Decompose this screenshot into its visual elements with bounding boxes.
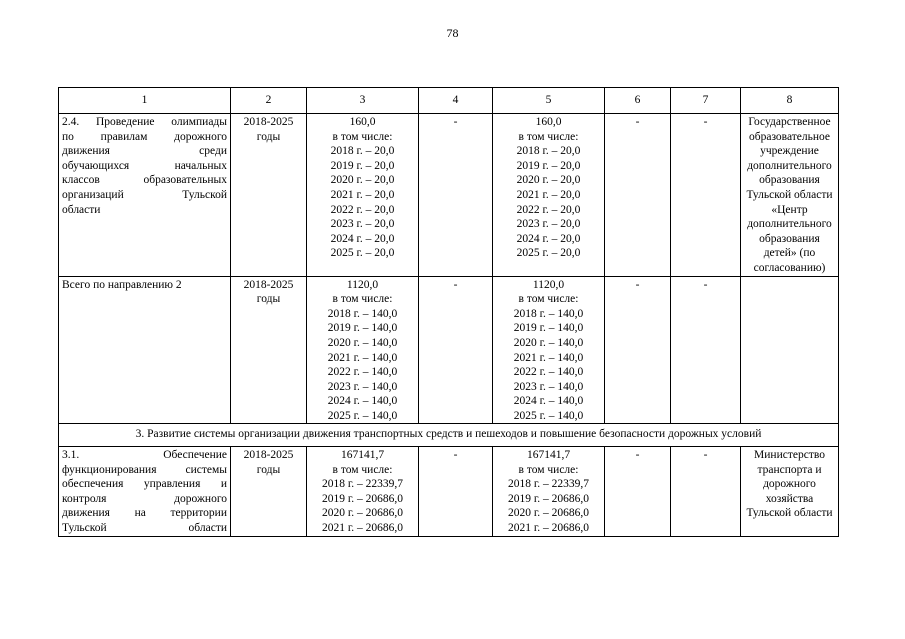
header-cell: 1 (59, 88, 231, 114)
amount-line: 2018 г. – 140,0 (513, 307, 584, 320)
measure-name (62, 115, 227, 217)
amount-line: 2019 г. – 20,0 (516, 159, 581, 172)
text-line: контроля дорожного (62, 492, 227, 505)
amount-line: 1120,0 (346, 278, 379, 291)
amount-line: 2018 г. – 22339,7 (321, 478, 404, 491)
amount-line: 2021 г. – 20,0 (330, 188, 395, 201)
dash-cell: - (419, 114, 493, 277)
dash-cell: - (419, 276, 493, 424)
amount-line: 2020 г. – 20,0 (330, 174, 395, 187)
amount-line: 2024 г. – 140,0 (327, 395, 398, 408)
amount-line: 2020 г. – 20686,0 (321, 507, 404, 520)
text-line: движения среди (62, 145, 227, 158)
org-line: детей» (по (763, 247, 816, 260)
amount-line: 2022 г. – 20,0 (330, 203, 395, 216)
amount-line: 2019 г. – 20,0 (330, 159, 395, 172)
text-line: функционирования системы (62, 463, 227, 476)
header-cell: 7 (671, 88, 741, 114)
amount-line: 2019 г. – 140,0 (327, 322, 398, 335)
amount-line: 2019 г. – 140,0 (513, 322, 584, 335)
measure-name (62, 448, 227, 536)
table-row (59, 447, 839, 537)
text-line: классов образовательных (62, 174, 227, 187)
amount-line: 167141,7 (526, 449, 571, 462)
org-line: Тульской области (746, 507, 833, 520)
regional-amount-cell (493, 276, 605, 424)
org-line: транспорта и (757, 463, 822, 476)
measure-name-cell: Всего по направлению 2 (59, 276, 231, 424)
amount-line: 2018 г. – 20,0 (516, 145, 581, 158)
org-line: Министерство (754, 449, 825, 462)
amount-line: 2018 г. – 22339,7 (507, 478, 590, 491)
amount-line: 2021 г. – 20686,0 (507, 522, 590, 535)
period-cell: 2018-2025 годы (231, 114, 307, 277)
org-line: Государственное (748, 116, 831, 128)
amount-line: 2021 г. – 20,0 (516, 188, 581, 201)
amount-line: 2024 г. – 20,0 (516, 232, 581, 245)
org-line: согласованию) (753, 261, 826, 274)
org-line: дополнительного (747, 218, 832, 231)
amount-line: 2020 г. – 140,0 (327, 336, 398, 349)
header-cell: 3 (307, 88, 419, 114)
amount-line: 2025 г. – 20,0 (516, 247, 581, 260)
text-line: обеспечения управления и (62, 478, 227, 491)
measure-name-cell (59, 447, 231, 537)
header-cell: 2 (231, 88, 307, 114)
header-cell: 6 (605, 88, 671, 114)
amount-line: 2020 г. – 20,0 (516, 174, 581, 187)
amount-line: 160,0 (535, 116, 562, 128)
regional-amount-cell (493, 447, 605, 537)
amount-line: 2025 г. – 20,0 (330, 247, 395, 260)
program-table (58, 87, 839, 537)
amount-line: 2020 г. – 20686,0 (507, 507, 590, 520)
amount-line: 2021 г. – 20686,0 (321, 522, 404, 535)
amount-line: 2020 г. – 140,0 (513, 336, 584, 349)
amount-line: в том числе: (518, 130, 579, 143)
dash-cell: - (605, 447, 671, 537)
dash-cell: - (605, 114, 671, 277)
org-line: образования (759, 232, 820, 245)
dash-cell: - (671, 276, 741, 424)
responsible-org-cell (741, 114, 839, 277)
total-amount-cell (307, 447, 419, 537)
amount-line: 2022 г. – 140,0 (513, 366, 584, 379)
amount-line: в том числе: (332, 293, 393, 306)
amount-line: 2018 г. – 20,0 (330, 145, 395, 158)
text-line: Тульской области (62, 522, 227, 535)
text-line: организаций Тульской (62, 188, 227, 201)
amount-line: в том числе: (332, 463, 393, 476)
amount-line: 2021 г. – 140,0 (513, 351, 584, 364)
text-line: движения на территории (62, 507, 227, 520)
table-row (59, 114, 839, 277)
amount-line: в том числе: (518, 463, 579, 476)
table-row (59, 276, 839, 424)
text-line: обучающихся начальных (62, 159, 227, 172)
org-line: дорожного (763, 478, 816, 491)
text-line: области (62, 203, 101, 216)
amount-line: в том числе: (518, 293, 579, 306)
section-row (59, 424, 839, 447)
total-amount-cell (307, 114, 419, 277)
dash-cell: - (671, 447, 741, 537)
org-line: образовательное (748, 130, 831, 143)
amount-line: 160,0 (349, 116, 376, 128)
responsible-org-cell (741, 447, 839, 537)
text-line: 2.4. Проведение олимпиады (62, 116, 227, 128)
org-line: хозяйства (765, 492, 814, 505)
section-title: 3. Развитие системы организации движения транспортных средств и пешеходов и повышение безопасности дорожных условий (59, 424, 839, 447)
amount-line: 2022 г. – 20,0 (516, 203, 581, 216)
amount-line: 2025 г. – 140,0 (513, 409, 584, 422)
dash-cell: - (419, 447, 493, 537)
org-line: дополнительного (747, 159, 832, 172)
period-cell: 2018-2025 годы (231, 447, 307, 537)
amount-line: 2021 г. – 140,0 (327, 351, 398, 364)
responsible-org-cell (741, 276, 839, 424)
amount-line: 2022 г. – 140,0 (327, 366, 398, 379)
header-cell: 8 (741, 88, 839, 114)
header-cell: 4 (419, 88, 493, 114)
period-cell: 2018-2025 годы (231, 276, 307, 424)
measure-name-cell (59, 114, 231, 277)
header-row (59, 88, 839, 114)
amount-line: 2025 г. – 140,0 (327, 409, 398, 422)
dash-cell: - (671, 114, 741, 277)
org-line: Тульской области (746, 188, 833, 201)
text-line: по правилам дорожного (62, 130, 227, 143)
amount-line: в том числе: (332, 130, 393, 143)
text-line: 3.1. Обеспечение (62, 449, 227, 462)
org-line: образования (759, 174, 820, 187)
org-line: учреждение (760, 145, 819, 158)
page-number: 78 (446, 26, 459, 40)
total-amount-cell (307, 276, 419, 424)
org-line: «Центр (771, 203, 808, 216)
amount-line: 2023 г. – 20,0 (330, 218, 395, 231)
amount-line: 2023 г. – 20,0 (516, 218, 581, 231)
amount-line: 2024 г. – 140,0 (513, 395, 584, 408)
amount-line: 2018 г. – 140,0 (327, 307, 398, 320)
amount-line: 2024 г. – 20,0 (330, 232, 395, 245)
amount-line: 2019 г. – 20686,0 (321, 492, 404, 505)
header-cell: 5 (493, 88, 605, 114)
amount-line: 2023 г. – 140,0 (327, 380, 398, 393)
amount-line: 2019 г. – 20686,0 (507, 492, 590, 505)
regional-amount-cell (493, 114, 605, 277)
amount-line: 1120,0 (532, 278, 565, 291)
amount-line: 2023 г. – 140,0 (513, 380, 584, 393)
dash-cell: - (605, 276, 671, 424)
amount-line: 167141,7 (340, 449, 385, 462)
